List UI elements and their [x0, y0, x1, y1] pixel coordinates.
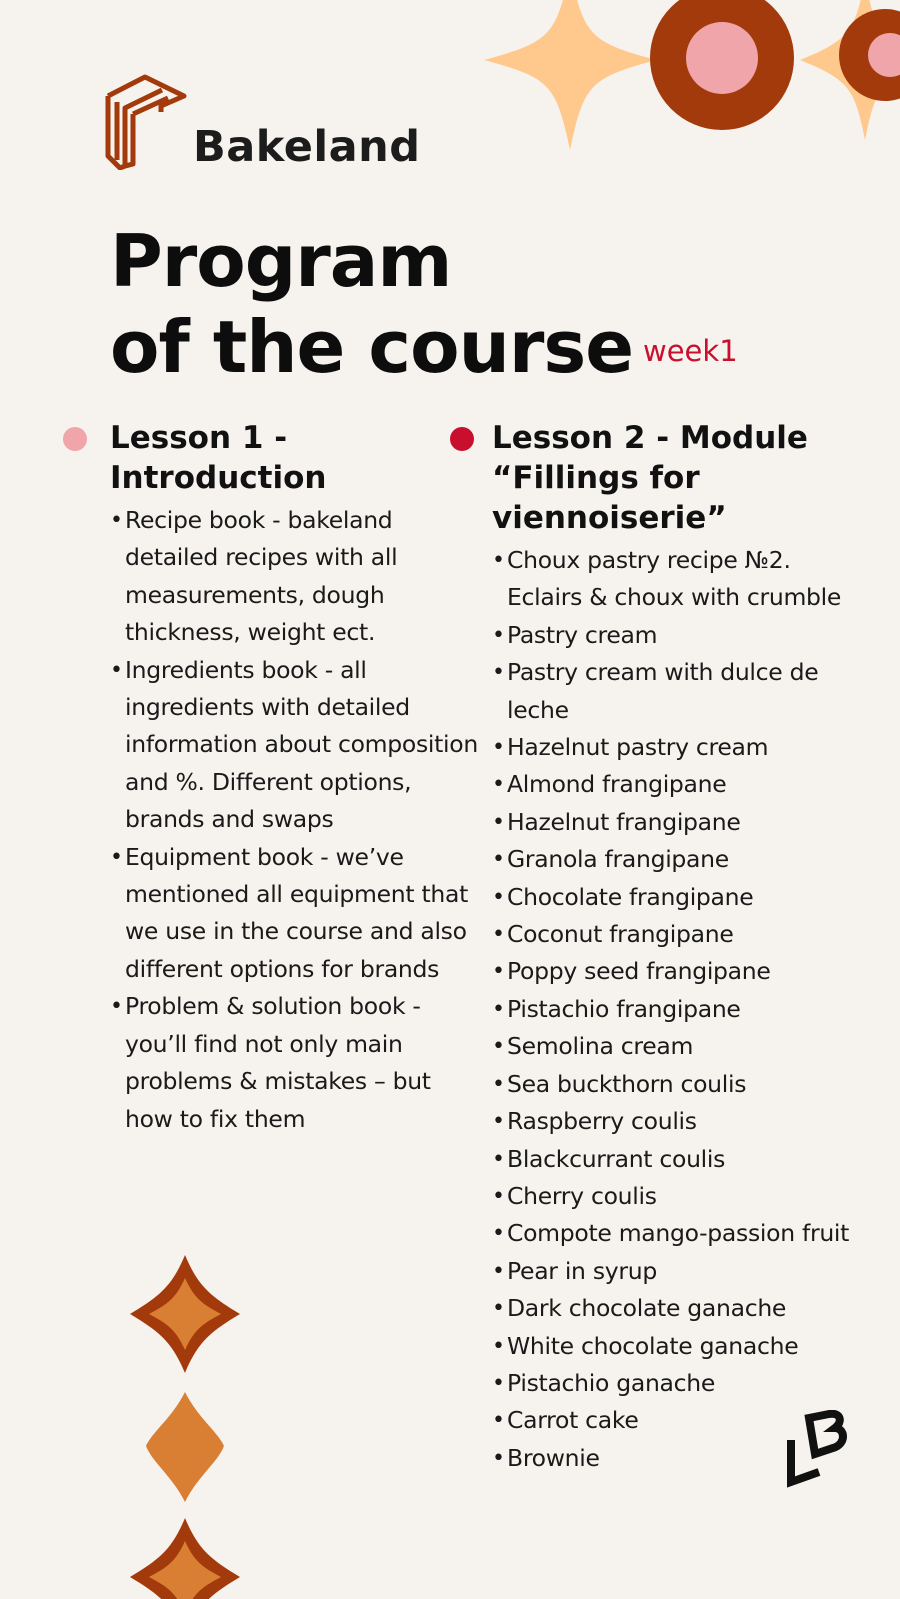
- list-item: • White chocolate ganache: [492, 1328, 867, 1365]
- list-item: • Pistachio ganache: [492, 1365, 867, 1402]
- list-item: • Hazelnut frangipane: [492, 804, 867, 841]
- list-item: • Chocolate frangipane: [492, 879, 867, 916]
- page-title: [110, 218, 633, 390]
- title-line-2: of the course: [110, 305, 634, 389]
- list-item: • Poppy seed frangipane: [492, 953, 867, 990]
- list-item: • Problem & solution book - you’ll find not only main problems & mistakes – but how to fix them: [110, 988, 480, 1138]
- list-item: • Semolina cream: [492, 1028, 867, 1065]
- list-item: • Brownie: [492, 1440, 867, 1477]
- list-item: • Dark chocolate ganache: [492, 1290, 867, 1327]
- lesson-1-title: [110, 418, 470, 498]
- list-item: • Choux pastry recipe №2. Eclairs & choux with crumble: [492, 542, 867, 617]
- lesson-2-title: [492, 418, 862, 538]
- list-item: • Raspberry coulis: [492, 1103, 867, 1140]
- list-item: • Hazelnut pastry cream: [492, 729, 867, 766]
- title-line-1: Program: [110, 219, 452, 303]
- lesson-2-list: [492, 542, 862, 1477]
- lesson-2-title-line-1: Lesson 2 - Module: [492, 420, 808, 456]
- list-item: • Granola frangipane: [492, 841, 867, 878]
- lesson-2-title-line-2: “Fillings for: [492, 460, 700, 496]
- peach-sparkle-shape: [484, 0, 656, 150]
- lesson-1-list: [110, 502, 478, 1138]
- bakeland-logo-icon: [105, 74, 187, 170]
- list-item: • Recipe book - bakeland detailed recipes with all measurements, dough thickness, weight ect.: [110, 502, 480, 652]
- list-item: • Coconut frangipane: [492, 916, 867, 953]
- bottom-decoration: [120, 1250, 250, 1599]
- pink-center-shape: [686, 22, 758, 94]
- week-label: week1: [643, 334, 738, 368]
- lesson-1-title-line-1: Lesson 1 -: [110, 420, 288, 456]
- list-item: • Equipment book - we’ve mentioned all equipment that we use in the course and also different options for brands: [110, 839, 480, 989]
- list-item: • Almond frangipane: [492, 766, 867, 803]
- orange-diamond-shape: [146, 1392, 224, 1502]
- lesson-2-section: [492, 418, 862, 1477]
- list-item: • Cherry coulis: [492, 1178, 867, 1215]
- list-item: • Ingredients book - all ingredients with detailed information about composition and %. Different options, brands and swaps: [110, 652, 480, 839]
- list-item: • Pistachio frangipane: [492, 991, 867, 1028]
- lesson-1-title-line-2: Introduction: [110, 460, 327, 496]
- lb-monogram-icon: [785, 1410, 855, 1490]
- list-item: • Pastry cream: [492, 617, 867, 654]
- list-item: • Blackcurrant coulis: [492, 1141, 867, 1178]
- list-item: • Pear in syrup: [492, 1253, 867, 1290]
- brand-name: Bakeland: [193, 122, 421, 172]
- lesson-2-title-line-3: viennoiserie”: [492, 500, 727, 536]
- list-item: • Carrot cake: [492, 1402, 867, 1439]
- top-decoration: [480, 0, 900, 150]
- list-item: • Pastry cream with dulce de leche: [492, 654, 867, 729]
- orange-diamond-inner-shape: [149, 1278, 221, 1350]
- list-item: • Compote mango-passion fruit: [492, 1215, 867, 1252]
- list-item: • Sea buckthorn coulis: [492, 1066, 867, 1103]
- brand-header: [105, 74, 421, 170]
- lesson-1-section: [110, 418, 478, 1138]
- lesson-1-marker: [63, 427, 87, 451]
